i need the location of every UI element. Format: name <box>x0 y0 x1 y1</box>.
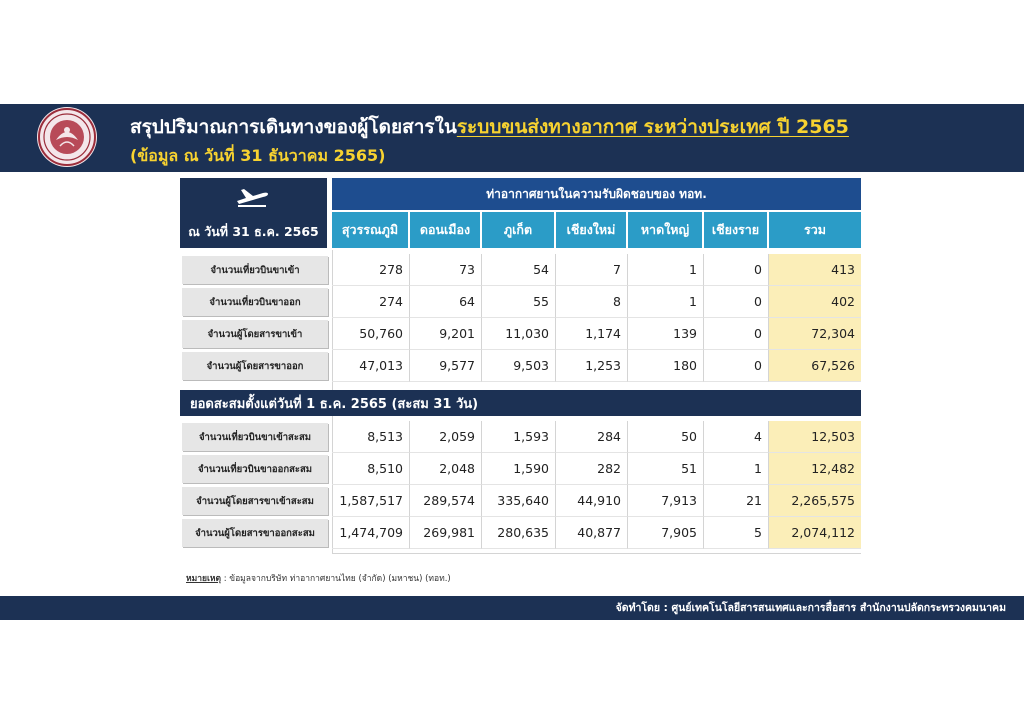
table-cell-total: 67,526 <box>769 350 861 382</box>
report-date: ณ วันที่ 31 ธ.ค. 2565 <box>188 224 319 239</box>
footnote-text: : ข้อมูลจากบริษัท ท่าอากาศยานไทย (จำกัด) (มหาชน) (ทอท.) <box>221 574 451 584</box>
table-cell-hat-yai: 7,905 <box>628 517 704 549</box>
group-header: ท่าอากาศยานในความรับผิดชอบของ ทอท. <box>332 178 861 210</box>
table-cell-chiang-mai: 44,910 <box>556 485 628 517</box>
table-cell-phuket: 1,593 <box>482 421 556 453</box>
table-cell-suvarnabhumi: 8,510 <box>332 453 410 485</box>
table-row <box>332 286 861 318</box>
table-cell-chiang-rai: 0 <box>704 286 769 318</box>
table-cell-suvarnabhumi: 274 <box>332 286 410 318</box>
column-headers <box>332 212 861 248</box>
table-cell-don-mueang: 2,059 <box>410 421 482 453</box>
table-cell-don-mueang: 289,574 <box>410 485 482 517</box>
table-cell-chiang-rai: 1 <box>704 453 769 485</box>
table-cell-phuket: 11,030 <box>482 318 556 350</box>
row-label: จำนวนผู้โดยสารขาออก <box>182 352 328 380</box>
cumulative-header: ยอดสะสมตั้งแต่วันที่ 1 ธ.ค. 2565 (สะสม 31 วัน) <box>180 390 861 416</box>
page-subtitle: (ข้อมูล ณ วันที่ 31 ธันวาคม 2565) <box>130 146 386 165</box>
ministry-seal-icon <box>36 106 98 168</box>
table-cell-chiang-mai: 1,174 <box>556 318 628 350</box>
table-cell-hat-yai: 7,913 <box>628 485 704 517</box>
table-cell-hat-yai: 1 <box>628 286 704 318</box>
table-row <box>332 453 861 485</box>
table-cell-don-mueang: 9,201 <box>410 318 482 350</box>
table-row <box>332 485 861 517</box>
column-header-suvarnabhumi: สุวรรณภูมิ <box>332 212 410 248</box>
title-prefix: สรุปปริมาณการเดินทางของผู้โดยสารใน <box>130 116 457 138</box>
table-cell-chiang-mai: 40,877 <box>556 517 628 549</box>
table-cell-chiang-mai: 8 <box>556 286 628 318</box>
page-title <box>130 112 849 142</box>
table-cell-phuket: 55 <box>482 286 556 318</box>
table-cell-suvarnabhumi: 1,587,517 <box>332 485 410 517</box>
table-cell-chiang-rai: 4 <box>704 421 769 453</box>
table-row <box>332 421 861 453</box>
table-cell-phuket: 9,503 <box>482 350 556 382</box>
row-label: จำนวนผู้โดยสารขาเข้า <box>182 320 328 348</box>
footer-credit: จัดทำโดย : ศูนย์เทคโนโลยีสารสนเทศและการสื่อสาร สำนักงานปลัดกระทรวงคมนาคม <box>615 602 1006 614</box>
footer-band <box>0 596 1024 620</box>
table-cell-chiang-mai: 284 <box>556 421 628 453</box>
table-row <box>332 517 861 549</box>
table-cell-suvarnabhumi: 47,013 <box>332 350 410 382</box>
table-cell-suvarnabhumi: 1,474,709 <box>332 517 410 549</box>
table-cell-total: 72,304 <box>769 318 861 350</box>
column-header-hat-yai: หาดใหญ่ <box>628 212 704 248</box>
footnote <box>186 571 451 585</box>
table-cell-don-mueang: 73 <box>410 254 482 286</box>
table-cell-total: 413 <box>769 254 861 286</box>
table-cell-suvarnabhumi: 278 <box>332 254 410 286</box>
table-cell-total: 402 <box>769 286 861 318</box>
table-row <box>332 254 861 286</box>
title-highlight: ระบบขนส่งทางอากาศ ระหว่างประเทศ ปี 2565 <box>456 116 849 138</box>
table-cell-phuket: 1,590 <box>482 453 556 485</box>
table-cell-chiang-rai: 5 <box>704 517 769 549</box>
table-row <box>332 318 861 350</box>
table-cell-chiang-mai: 282 <box>556 453 628 485</box>
row-label: จำนวนผู้โดยสารขาเข้าสะสม <box>182 487 328 515</box>
row-label: จำนวนเที่ยวบินขาออกสะสม <box>182 455 328 483</box>
table-cell-chiang-rai: 0 <box>704 318 769 350</box>
table-cell-phuket: 335,640 <box>482 485 556 517</box>
row-label: จำนวนเที่ยวบินขาออก <box>182 288 328 316</box>
row-label: จำนวนผู้โดยสารขาออกสะสม <box>182 519 328 547</box>
table-cell-don-mueang: 64 <box>410 286 482 318</box>
table-cell-chiang-mai: 1,253 <box>556 350 628 382</box>
table-cell-suvarnabhumi: 8,513 <box>332 421 410 453</box>
row-label: จำนวนเที่ยวบินขาเข้าสะสม <box>182 423 328 451</box>
table-cell-hat-yai: 50 <box>628 421 704 453</box>
airplane-icon <box>234 184 270 208</box>
column-header-chiang-rai: เชียงราย <box>704 212 769 248</box>
table-cell-chiang-rai: 21 <box>704 485 769 517</box>
table-cell-don-mueang: 9,577 <box>410 350 482 382</box>
table-cell-hat-yai: 1 <box>628 254 704 286</box>
table-cell-hat-yai: 51 <box>628 453 704 485</box>
table-row <box>332 350 861 382</box>
table-cell-chiang-rai: 0 <box>704 350 769 382</box>
table-corner <box>180 178 327 248</box>
column-header-total: รวม <box>769 212 861 248</box>
table-cell-total: 12,482 <box>769 453 861 485</box>
table-cell-hat-yai: 139 <box>628 318 704 350</box>
row-label: จำนวนเที่ยวบินขาเข้า <box>182 256 328 284</box>
table-cell-don-mueang: 269,981 <box>410 517 482 549</box>
table-cell-chiang-rai: 0 <box>704 254 769 286</box>
table-cell-phuket: 54 <box>482 254 556 286</box>
table-cell-total: 12,503 <box>769 421 861 453</box>
table-cell-suvarnabhumi: 50,760 <box>332 318 410 350</box>
column-header-chiang-mai: เชียงใหม่ <box>556 212 628 248</box>
table-cell-hat-yai: 180 <box>628 350 704 382</box>
column-header-don-mueang: ดอนเมือง <box>410 212 482 248</box>
table-cell-total: 2,265,575 <box>769 485 861 517</box>
table-cell-total: 2,074,112 <box>769 517 861 549</box>
table-cell-chiang-mai: 7 <box>556 254 628 286</box>
table-cell-phuket: 280,635 <box>482 517 556 549</box>
table-cell-don-mueang: 2,048 <box>410 453 482 485</box>
footnote-label: หมายเหตุ <box>186 574 221 584</box>
column-header-phuket: ภูเก็ต <box>482 212 556 248</box>
